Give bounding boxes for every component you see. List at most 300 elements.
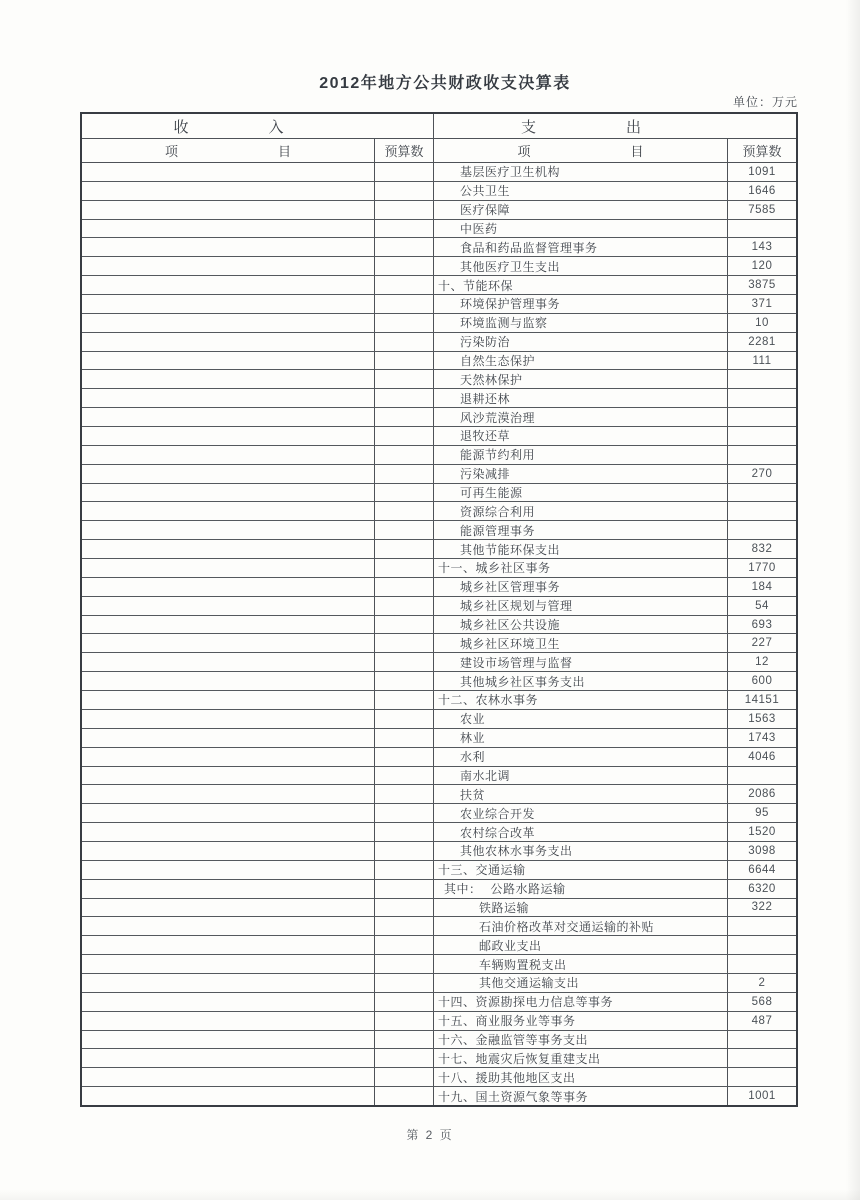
page-number: 第 2 页 (406, 1128, 454, 1142)
expenditure-item-cell (434, 389, 728, 407)
table-row (82, 502, 796, 521)
table-row (82, 1049, 796, 1068)
expenditure-item-cell (434, 314, 728, 332)
expenditure-item-cell (434, 559, 728, 577)
revenue-item-cell (82, 295, 375, 313)
revenue-budget-cell (375, 842, 434, 860)
expenditure-budget-cell: 227 (751, 637, 773, 650)
table-row (82, 993, 796, 1012)
expenditure-item-cell (434, 1068, 728, 1086)
revenue-budget-cell (375, 672, 434, 690)
revenue-section-header (82, 114, 434, 138)
revenue-budget-cell (375, 427, 434, 445)
revenue-item-cell (82, 465, 375, 483)
table-row (82, 729, 796, 748)
expenditure-item-label: 污染防治 (460, 335, 511, 350)
revenue-item-cell (82, 163, 375, 181)
expenditure-budget-cell (728, 955, 796, 973)
budget-table (80, 112, 798, 1107)
revenue-item-cell (82, 785, 375, 803)
revenue-item-header-char-2: 目 (278, 144, 292, 159)
revenue-budget-cell (375, 804, 434, 822)
expenditure-item-label: 基层医疗卫生机构 (460, 165, 561, 180)
expenditure-item-label: 其他农林水事务支出 (460, 844, 573, 859)
revenue-budget-cell (375, 974, 434, 992)
expenditure-item-label: 其他医疗卫生支出 (460, 259, 561, 274)
expenditure-budget-cell: 12 (755, 656, 769, 669)
revenue-budget-cell (375, 238, 434, 256)
revenue-section-title (82, 116, 375, 137)
expenditure-item-label: 铁路运输 (479, 900, 530, 915)
expenditure-item-cell (434, 634, 728, 652)
revenue-item-cell (82, 993, 375, 1011)
revenue-budget-cell (375, 767, 434, 785)
table-column-header-row (82, 139, 796, 163)
revenue-item-cell (82, 691, 375, 709)
expenditure-budget-cell: 120 (751, 260, 773, 273)
expenditure-budget-cell (728, 408, 796, 426)
expenditure-item-cell (434, 653, 728, 671)
expenditure-budget-cell (728, 427, 796, 445)
revenue-item-cell (82, 861, 375, 879)
expenditure-budget-cell: 2 (758, 976, 766, 989)
table-row (82, 653, 796, 672)
expenditure-title-char-1: 支 (520, 118, 536, 136)
revenue-budget-cell (375, 559, 434, 577)
expenditure-item-cell (434, 748, 728, 766)
expenditure-item-label: 能源管理事务 (460, 523, 536, 538)
table-row (82, 1012, 796, 1031)
expenditure-item-cell (434, 220, 728, 238)
expenditure-budget-cell: 111 (752, 354, 772, 367)
table-row (82, 559, 796, 578)
revenue-budget-cell (375, 540, 434, 558)
revenue-item-cell (82, 1087, 375, 1105)
expenditure-budget-cell (728, 446, 796, 464)
revenue-item-cell (82, 1031, 375, 1049)
revenue-budget-cell (375, 1031, 434, 1049)
table-row (82, 201, 796, 220)
revenue-budget-cell (375, 955, 434, 973)
expenditure-item-label: 车辆购置税支出 (479, 957, 567, 972)
expenditure-budget-cell: 7585 (748, 203, 776, 216)
revenue-budget-cell (375, 408, 434, 426)
expenditure-budget-cell (728, 502, 796, 520)
table-row (82, 804, 796, 823)
revenue-budget-cell (375, 484, 434, 502)
table-row (82, 465, 796, 484)
expenditure-budget-cell: 54 (755, 599, 769, 612)
expenditure-item-label: 扶贫 (460, 787, 486, 802)
expenditure-budget-cell: 1770 (748, 561, 776, 574)
table-row (82, 1068, 796, 1087)
expenditure-item-cell (434, 465, 728, 483)
revenue-item-cell (82, 427, 375, 445)
expenditure-budget-cell (728, 1049, 796, 1067)
revenue-budget-cell (375, 201, 434, 219)
revenue-item-cell (82, 521, 375, 539)
revenue-item-cell (82, 201, 375, 219)
expenditure-title-char-2: 出 (626, 118, 642, 136)
expenditure-item-cell (434, 408, 728, 426)
expenditure-item-cell (434, 370, 728, 388)
expenditure-item-label: 退耕还林 (460, 391, 511, 406)
expenditure-item-label: 城乡社区规划与管理 (460, 599, 573, 614)
revenue-item-cell (82, 653, 375, 671)
expenditure-item-header-char-2: 目 (630, 144, 644, 159)
expenditure-item-label: 环境保护管理事务 (460, 297, 561, 312)
expenditure-budget-cell: 14151 (744, 693, 780, 706)
expenditure-item-cell (434, 616, 728, 634)
revenue-budget-cell (375, 616, 434, 634)
unit-label: 单位：万元 (732, 95, 798, 109)
expenditure-item-label: 林业 (460, 731, 486, 746)
expenditure-item-label: 风沙荒漠治理 (460, 410, 536, 425)
revenue-item-cell (82, 389, 375, 407)
expenditure-budget-cell: 95 (755, 807, 769, 820)
expenditure-budget-cell (728, 917, 796, 935)
revenue-budget-cell (375, 257, 434, 275)
revenue-item-cell (82, 804, 375, 822)
expenditure-item-column-header (434, 139, 728, 162)
revenue-item-cell (82, 634, 375, 652)
expenditure-item-cell (434, 974, 728, 992)
table-row (82, 917, 796, 936)
revenue-budget-cell (375, 729, 434, 747)
table-row (82, 842, 796, 861)
expenditure-budget-cell: 1520 (748, 826, 776, 838)
table-row (82, 314, 796, 333)
expenditure-item-cell (434, 276, 728, 294)
revenue-item-cell (82, 484, 375, 502)
revenue-budget-cell (375, 710, 434, 728)
table-row (82, 748, 796, 767)
expenditure-item-label: 其他交通运输支出 (479, 976, 580, 991)
expenditure-budget-cell (728, 767, 796, 785)
revenue-budget-cell (375, 1068, 434, 1086)
expenditure-item-label: 十五、商业服务业等事务 (438, 1014, 576, 1029)
expenditure-item-cell (434, 1049, 728, 1067)
expenditure-budget-cell: 2086 (748, 788, 776, 801)
expenditure-item-label: 十九、国土资源气象等事务 (438, 1089, 589, 1104)
expenditure-item-cell (434, 917, 728, 935)
expenditure-budget-cell (728, 370, 796, 388)
expenditure-item-label: 其他节能环保支出 (460, 542, 561, 557)
table-row (82, 767, 796, 786)
expenditure-item-cell (434, 502, 728, 520)
table-row (82, 936, 796, 955)
expenditure-budget-cell: 568 (751, 995, 773, 1008)
expenditure-item-cell (434, 295, 728, 313)
revenue-budget-cell (375, 597, 434, 615)
expenditure-item-cell (434, 521, 728, 539)
revenue-budget-cell (375, 1049, 434, 1067)
expenditure-budget-cell: 10 (755, 316, 769, 329)
expenditure-budget-cell (728, 1031, 796, 1049)
expenditure-budget-cell: 6320 (748, 882, 776, 895)
revenue-budget-cell (375, 993, 434, 1011)
expenditure-budget-cell (728, 1068, 796, 1086)
table-section-header-row (82, 114, 796, 139)
expenditure-budget-cell (728, 936, 796, 954)
table-row (82, 634, 796, 653)
revenue-item-cell (82, 917, 375, 935)
revenue-item-column-header (82, 139, 375, 162)
table-row (82, 352, 796, 371)
expenditure-item-cell (434, 238, 728, 256)
expenditure-item-cell (434, 597, 728, 615)
revenue-item-cell (82, 729, 375, 747)
expenditure-item-cell (434, 823, 728, 841)
expenditure-item-label: 退牧还草 (460, 429, 511, 444)
table-row (82, 276, 796, 295)
revenue-budget-cell (375, 917, 434, 935)
revenue-budget-cell (375, 691, 434, 709)
revenue-item-cell (82, 842, 375, 860)
expenditure-item-cell (434, 899, 728, 917)
expenditure-budget-cell: 270 (751, 467, 773, 480)
revenue-item-cell (82, 710, 375, 728)
expenditure-item-cell (434, 672, 728, 690)
table-body (82, 163, 796, 1105)
expenditure-item-label: 其他城乡社区事务支出 (460, 674, 586, 689)
expenditure-item-label: 公共卫生 (460, 184, 511, 199)
revenue-budget-cell (375, 880, 434, 898)
expenditure-item-label: 农村综合改革 (460, 825, 536, 840)
revenue-item-cell (82, 899, 375, 917)
expenditure-item-label: 食品和药品监督管理事务 (460, 240, 598, 255)
expenditure-item-cell (434, 1012, 728, 1030)
revenue-item-cell (82, 1068, 375, 1086)
expenditure-item-label: 十四、资源勘探电力信息等事务 (438, 995, 614, 1010)
table-row (82, 427, 796, 446)
expenditure-item-label: 十六、金融监管等事务支出 (438, 1032, 589, 1047)
revenue-budget-cell (375, 1087, 434, 1105)
revenue-budget-cell (375, 465, 434, 483)
table-row (82, 333, 796, 352)
revenue-budget-cell (375, 370, 434, 388)
expenditure-item-label: 石油价格改革对交通运输的补贴 (479, 919, 655, 934)
table-row (82, 597, 796, 616)
table-row (82, 710, 796, 729)
expenditure-budget-cell: 487 (751, 1014, 773, 1027)
expenditure-item-label: 十八、援助其他地区支出 (438, 1070, 576, 1085)
revenue-item-cell (82, 333, 375, 351)
expenditure-item-label: 十、节能环保 (438, 278, 514, 293)
expenditure-item-label: 城乡社区管理事务 (460, 580, 561, 595)
table-row (82, 446, 796, 465)
revenue-budget-cell (375, 823, 434, 841)
expenditure-item-label: 建设市场管理与监督 (460, 655, 573, 670)
table-row (82, 408, 796, 427)
table-row (82, 861, 796, 880)
revenue-item-cell (82, 408, 375, 426)
expenditure-item-cell (434, 201, 728, 219)
expenditure-item-cell (434, 767, 728, 785)
table-row (82, 238, 796, 257)
revenue-item-cell (82, 936, 375, 954)
expenditure-budget-cell: 600 (751, 675, 773, 688)
table-row (82, 295, 796, 314)
expenditure-item-cell (434, 861, 728, 879)
revenue-budget-cell (375, 182, 434, 200)
expenditure-budget-cell: 832 (751, 543, 773, 556)
revenue-budget-cell (375, 861, 434, 879)
expenditure-item-label: 资源综合利用 (460, 504, 536, 519)
expenditure-item-cell (434, 955, 728, 973)
table-row (82, 672, 796, 691)
expenditure-item-label: 天然林保护 (460, 372, 523, 387)
revenue-item-cell (82, 597, 375, 615)
expenditure-item-label: 十七、地震灾后恢复重建支出 (438, 1051, 601, 1066)
expenditure-item-label: 城乡社区环境卫生 (460, 636, 561, 651)
table-row (82, 257, 796, 276)
revenue-item-cell (82, 502, 375, 520)
expenditure-section-header (434, 114, 796, 138)
expenditure-item-cell (434, 540, 728, 558)
expenditure-budget-cell (728, 521, 796, 539)
expenditure-budget-cell: 693 (751, 618, 773, 631)
expenditure-item-label: 公路水路运输 (490, 882, 566, 897)
revenue-item-cell (82, 1012, 375, 1030)
expenditure-item-cell (434, 333, 728, 351)
revenue-budget-cell (375, 314, 434, 332)
table-row (82, 899, 796, 918)
revenue-item-cell (82, 446, 375, 464)
expenditure-item-label: 水利 (460, 750, 486, 765)
table-row (82, 540, 796, 559)
revenue-budget-cell (375, 276, 434, 294)
expenditure-item-cell (434, 691, 728, 709)
revenue-budget-cell (375, 295, 434, 313)
expenditure-budget-cell (728, 389, 796, 407)
expenditure-item-label: 南水北调 (460, 768, 511, 783)
revenue-item-cell (82, 352, 375, 370)
table-row (82, 691, 796, 710)
revenue-item-cell (82, 1049, 375, 1067)
table-row (82, 616, 796, 635)
expenditure-item-label: 环境监测与监察 (460, 316, 548, 331)
table-row (82, 370, 796, 389)
expenditure-item-cell (434, 936, 728, 954)
expenditure-item-label: 医疗保障 (460, 203, 511, 218)
expenditure-budget-cell: 4046 (748, 750, 776, 763)
expenditure-item-prefix: 其中： (444, 882, 482, 897)
expenditure-item-label: 十二、农林水事务 (438, 693, 539, 708)
expenditure-item-cell (434, 785, 728, 803)
expenditure-item-cell (434, 880, 728, 898)
expenditure-budget-cell: 184 (751, 580, 773, 593)
revenue-item-cell (82, 672, 375, 690)
expenditure-budget-cell: 1091 (748, 165, 776, 178)
expenditure-item-cell (434, 1031, 728, 1049)
expenditure-section-title (434, 116, 728, 137)
expenditure-item-cell (434, 710, 728, 728)
table-row (82, 389, 796, 408)
expenditure-budget-cell: 2281 (748, 335, 776, 348)
revenue-budget-cell (375, 521, 434, 539)
page-title: 2012年地方公共财政收支决算表 (319, 75, 571, 92)
revenue-item-cell (82, 257, 375, 275)
expenditure-item-label: 能源节约利用 (460, 448, 536, 463)
revenue-item-cell (82, 370, 375, 388)
expenditure-item-cell (434, 182, 728, 200)
table-row (82, 163, 796, 182)
expenditure-item-label: 可再生能源 (460, 486, 523, 501)
revenue-budget-cell (375, 748, 434, 766)
revenue-budget-cell (375, 220, 434, 238)
revenue-budget-cell (375, 785, 434, 803)
table-row (82, 578, 796, 597)
expenditure-budget-cell: 143 (751, 241, 773, 254)
expenditure-budget-cell: 6644 (748, 863, 776, 876)
table-row (82, 785, 796, 804)
expenditure-item-cell (434, 163, 728, 181)
expenditure-item-label: 农业综合开发 (460, 806, 536, 821)
expenditure-budget-cell: 3875 (748, 279, 776, 292)
revenue-title-char-2: 入 (268, 118, 284, 136)
expenditure-budget-cell (728, 484, 796, 502)
table-row (82, 1031, 796, 1050)
expenditure-item-cell (434, 257, 728, 275)
expenditure-budget-cell: 1001 (748, 1090, 776, 1103)
table-row (82, 880, 796, 899)
revenue-item-cell (82, 578, 375, 596)
table-row (82, 220, 796, 239)
expenditure-item-label: 十三、交通运输 (438, 863, 526, 878)
revenue-item-cell (82, 767, 375, 785)
revenue-item-cell (82, 974, 375, 992)
revenue-budget-cell (375, 163, 434, 181)
revenue-budget-cell (375, 446, 434, 464)
revenue-budget-cell (375, 352, 434, 370)
revenue-item-cell (82, 276, 375, 294)
revenue-item-cell (82, 238, 375, 256)
revenue-budget-cell (375, 634, 434, 652)
expenditure-item-label: 十一、城乡社区事务 (438, 561, 551, 576)
revenue-item-cell (82, 220, 375, 238)
revenue-item-cell (82, 823, 375, 841)
expenditure-item-header-char-1: 项 (517, 144, 531, 159)
revenue-budget-cell (375, 653, 434, 671)
expenditure-item-label: 污染减排 (460, 467, 511, 482)
expenditure-item-cell (434, 1087, 728, 1105)
table-row (82, 521, 796, 540)
expenditure-item-label: 农业 (460, 712, 486, 727)
revenue-budget-cell (375, 1012, 434, 1030)
expenditure-budget-cell: 1563 (748, 712, 776, 725)
revenue-budget-cell (375, 389, 434, 407)
expenditure-item-label: 邮政业支出 (479, 938, 542, 953)
revenue-budget-cell (375, 502, 434, 520)
expenditure-item-cell (434, 842, 728, 860)
revenue-budget-cell (375, 578, 434, 596)
expenditure-item-cell (434, 804, 728, 822)
revenue-item-cell (82, 559, 375, 577)
expenditure-item-cell (434, 578, 728, 596)
expenditure-budget-cell: 371 (751, 297, 773, 310)
expenditure-item-cell (434, 729, 728, 747)
expenditure-item-label: 自然生态保护 (460, 354, 536, 369)
expenditure-item-label: 中医药 (460, 222, 498, 236)
expenditure-budget-cell: 1646 (748, 184, 776, 197)
revenue-item-cell (82, 880, 375, 898)
revenue-item-cell (82, 616, 375, 634)
expenditure-item-cell (434, 993, 728, 1011)
expenditure-budget-cell: 3098 (748, 844, 776, 857)
revenue-budget-column-header: 预算数 (375, 139, 434, 162)
expenditure-budget-cell (728, 220, 796, 238)
